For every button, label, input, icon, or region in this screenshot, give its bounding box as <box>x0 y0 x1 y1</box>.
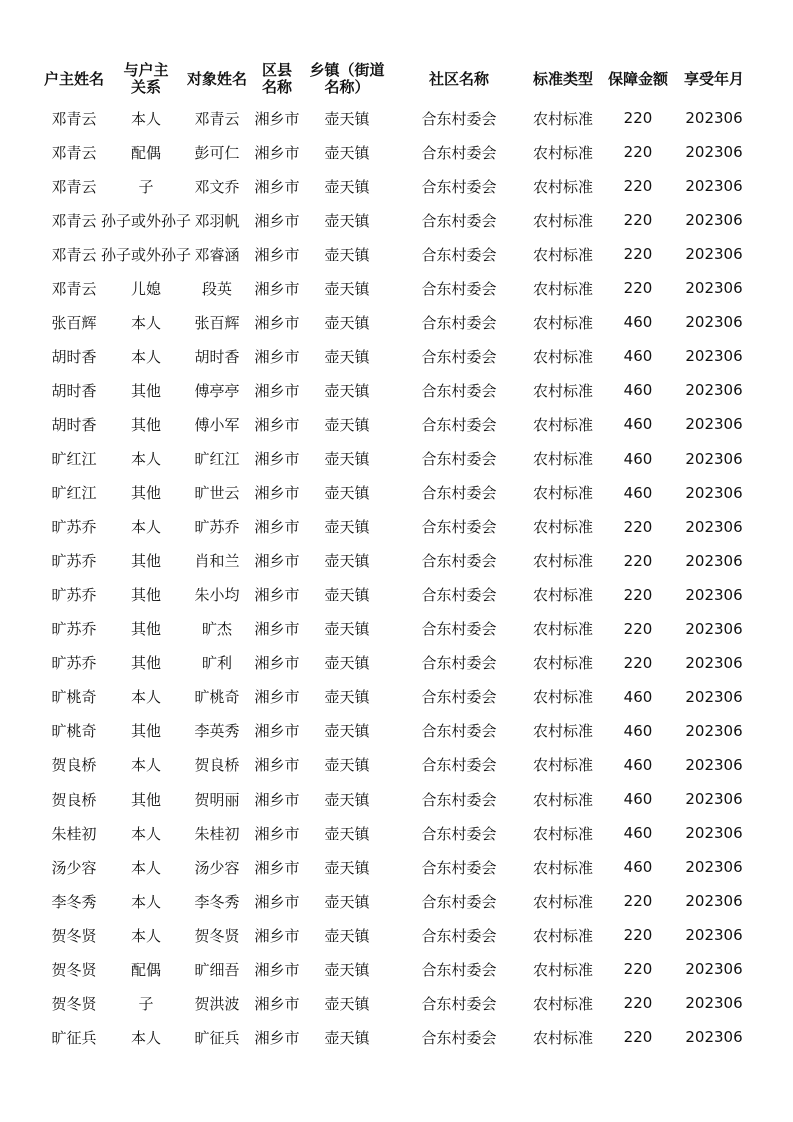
table-row <box>0 544 793 578</box>
cell-township: 壶天镇 <box>324 756 370 775</box>
table-row <box>0 714 793 748</box>
cell-standard-type: 农村标准 <box>532 279 593 298</box>
cell-township: 壶天镇 <box>324 926 370 945</box>
cell-relationship: 儿媳 <box>130 279 161 298</box>
cell-standard-type: 农村标准 <box>532 892 593 911</box>
cell-year-month: 202306 <box>685 619 743 638</box>
cell-county: 湘乡市 <box>254 177 300 196</box>
header-year-month: 享受年月 <box>683 69 744 88</box>
cell-standard-type: 农村标准 <box>532 790 593 809</box>
cell-county: 湘乡市 <box>254 926 300 945</box>
cell-township: 壶天镇 <box>324 484 370 503</box>
cell-township: 壶天镇 <box>324 722 370 741</box>
cell-relationship: 本人 <box>130 450 161 468</box>
cell-amount: 460 <box>623 415 653 434</box>
cell-recipient-name: 李冬秀 <box>194 892 240 911</box>
cell-county: 湘乡市 <box>254 586 300 605</box>
cell-amount: 460 <box>623 790 653 808</box>
cell-county: 湘乡市 <box>254 109 300 128</box>
cell-year-month: 202306 <box>685 415 743 434</box>
cell-amount: 460 <box>623 721 653 740</box>
cell-county: 湘乡市 <box>254 858 300 877</box>
cell-year-month: 202306 <box>685 824 743 843</box>
cell-township: 壶天镇 <box>324 654 370 673</box>
cell-year-month: 202306 <box>685 109 743 127</box>
table-row <box>0 203 793 237</box>
cell-community: 合东村委会 <box>421 756 497 775</box>
cell-amount: 220 <box>623 517 653 536</box>
cell-county: 湘乡市 <box>254 960 300 979</box>
cell-recipient-name: 旷利 <box>201 654 232 673</box>
table-row <box>0 850 793 884</box>
table-row <box>0 510 793 544</box>
cell-standard-type: 农村标准 <box>532 313 593 332</box>
cell-township: 壶天镇 <box>324 960 370 979</box>
cell-household-head: 旷桃奇 <box>51 722 97 741</box>
table-row <box>0 816 793 850</box>
cell-recipient-name: 贺洪波 <box>194 994 240 1013</box>
cell-relationship: 其他 <box>130 722 161 741</box>
cell-county: 湘乡市 <box>254 790 300 809</box>
cell-township: 壶天镇 <box>324 858 370 877</box>
cell-household-head: 贺冬贤 <box>51 994 97 1013</box>
cell-relationship: 配偶 <box>130 143 161 162</box>
cell-relationship: 其他 <box>130 654 161 673</box>
cell-township: 壶天镇 <box>324 994 370 1013</box>
cell-township: 壶天镇 <box>324 415 370 434</box>
cell-amount: 460 <box>623 381 653 400</box>
cell-standard-type: 农村标准 <box>532 177 593 196</box>
cell-relationship: 本人 <box>130 926 161 945</box>
header-recipient-name: 对象姓名 <box>186 69 247 88</box>
cell-community: 合东村委会 <box>421 552 497 571</box>
cell-standard-type: 农村标准 <box>532 143 593 162</box>
cell-amount: 460 <box>623 687 653 706</box>
cell-township: 壶天镇 <box>324 313 370 332</box>
cell-recipient-name: 汤少容 <box>194 858 240 877</box>
cell-year-month: 202306 <box>685 551 743 570</box>
cell-year-month: 202306 <box>685 449 743 468</box>
cell-amount: 460 <box>623 858 653 877</box>
header-household-head: 户主姓名 <box>43 69 104 88</box>
cell-household-head: 旷苏乔 <box>51 620 97 639</box>
cell-community: 合东村委会 <box>421 722 497 741</box>
cell-amount: 220 <box>623 551 653 570</box>
table-row <box>0 986 793 1020</box>
cell-amount: 220 <box>623 143 653 162</box>
table-row <box>0 884 793 918</box>
cell-household-head: 旷苏乔 <box>51 518 97 537</box>
cell-recipient-name: 段英 <box>201 279 232 298</box>
cell-year-month: 202306 <box>685 313 743 332</box>
cell-standard-type: 农村标准 <box>532 381 593 400</box>
cell-township: 壶天镇 <box>324 109 370 128</box>
table-row <box>0 748 793 782</box>
cell-community: 合东村委会 <box>421 347 497 366</box>
cell-recipient-name: 朱桂初 <box>194 824 240 843</box>
cell-household-head: 邓青云 <box>51 109 97 128</box>
table-header <box>0 58 793 100</box>
cell-county: 湘乡市 <box>254 824 300 843</box>
cell-household-head: 邓青云 <box>51 143 97 162</box>
cell-standard-type: 农村标准 <box>532 722 593 741</box>
cell-recipient-name: 肖和兰 <box>194 552 240 571</box>
cell-household-head: 旷红江 <box>51 484 97 503</box>
cell-household-head: 旷苏乔 <box>51 654 97 673</box>
cell-amount: 220 <box>623 585 653 604</box>
cell-relationship: 本人 <box>130 313 161 332</box>
cell-township: 壶天镇 <box>324 518 370 537</box>
cell-standard-type: 农村标准 <box>532 450 593 468</box>
cell-relationship: 其他 <box>130 381 161 400</box>
table-row <box>0 305 793 339</box>
cell-household-head: 贺良桥 <box>51 756 97 775</box>
cell-relationship: 其他 <box>130 586 161 605</box>
cell-community: 合东村委会 <box>421 858 497 877</box>
cell-recipient-name: 旷征兵 <box>194 1028 240 1047</box>
cell-county: 湘乡市 <box>254 756 300 775</box>
cell-recipient-name: 朱小均 <box>194 586 240 605</box>
cell-community: 合东村委会 <box>421 143 497 162</box>
cell-recipient-name: 旷细吾 <box>194 960 240 979</box>
cell-township: 壶天镇 <box>324 552 370 571</box>
cell-household-head: 贺冬贤 <box>51 960 97 979</box>
cell-county: 湘乡市 <box>254 654 300 673</box>
cell-county: 湘乡市 <box>254 347 300 366</box>
cell-standard-type: 农村标准 <box>532 1028 593 1047</box>
cell-relationship: 本人 <box>130 824 161 843</box>
cell-county: 湘乡市 <box>254 484 300 503</box>
cell-amount: 220 <box>623 653 653 672</box>
table-row <box>0 169 793 203</box>
cell-household-head: 邓青云 <box>51 245 97 264</box>
cell-community: 合东村委会 <box>421 586 497 605</box>
cell-recipient-name: 旷杰 <box>201 620 232 639</box>
cell-year-month: 202306 <box>685 585 743 604</box>
cell-amount: 460 <box>623 347 653 366</box>
cell-standard-type: 农村标准 <box>532 245 593 264</box>
header-community: 社区名称 <box>428 69 489 88</box>
table-row <box>0 442 793 476</box>
table-row <box>0 339 793 373</box>
table-row <box>0 680 793 714</box>
cell-recipient-name: 傅亭亭 <box>194 381 240 400</box>
cell-household-head: 胡时香 <box>51 347 97 366</box>
table-row <box>0 646 793 680</box>
cell-township: 壶天镇 <box>324 279 370 298</box>
cell-household-head: 贺良桥 <box>51 790 97 809</box>
cell-year-month: 202306 <box>685 858 743 877</box>
cell-county: 湘乡市 <box>254 892 300 911</box>
cell-recipient-name: 邓文乔 <box>194 177 240 196</box>
table-row <box>0 952 793 986</box>
cell-relationship: 子 <box>138 177 154 196</box>
cell-recipient-name: 彭可仁 <box>194 143 240 162</box>
table-row <box>0 578 793 612</box>
table-row <box>0 476 793 510</box>
cell-community: 合东村委会 <box>421 654 497 673</box>
cell-relationship: 子 <box>138 994 154 1013</box>
cell-amount: 460 <box>623 449 653 468</box>
cell-township: 壶天镇 <box>324 620 370 639</box>
cell-year-month: 202306 <box>685 960 743 979</box>
cell-relationship: 本人 <box>130 109 161 128</box>
cell-recipient-name: 旷桃奇 <box>194 688 240 707</box>
cell-recipient-name: 旷苏乔 <box>194 518 240 537</box>
cell-year-month: 202306 <box>685 790 743 808</box>
cell-year-month: 202306 <box>685 653 743 672</box>
cell-county: 湘乡市 <box>254 143 300 162</box>
cell-relationship: 本人 <box>130 347 161 366</box>
cell-relationship: 本人 <box>130 1028 161 1047</box>
cell-amount: 220 <box>623 177 653 196</box>
cell-year-month: 202306 <box>685 687 743 706</box>
cell-recipient-name: 贺冬贤 <box>194 926 240 945</box>
cell-community: 合东村委会 <box>421 994 497 1013</box>
cell-county: 湘乡市 <box>254 381 300 400</box>
cell-standard-type: 农村标准 <box>532 756 593 775</box>
cell-year-month: 202306 <box>685 892 743 911</box>
cell-recipient-name: 邓羽帆 <box>194 211 240 230</box>
cell-township: 壶天镇 <box>324 347 370 366</box>
cell-community: 合东村委会 <box>421 313 497 332</box>
cell-township: 壶天镇 <box>324 790 370 809</box>
cell-township: 壶天镇 <box>324 211 370 230</box>
header-amount: 保障金额 <box>607 69 668 88</box>
cell-community: 合东村委会 <box>421 518 497 537</box>
cell-community: 合东村委会 <box>421 279 497 298</box>
cell-relationship: 其他 <box>130 415 161 434</box>
cell-recipient-name: 旷红江 <box>194 450 240 468</box>
cell-amount: 220 <box>623 109 653 127</box>
cell-household-head: 旷苏乔 <box>51 552 97 571</box>
cell-standard-type: 农村标准 <box>532 926 593 945</box>
cell-recipient-name: 傅小军 <box>194 415 240 434</box>
cell-community: 合东村委会 <box>421 620 497 639</box>
cell-household-head: 旷苏乔 <box>51 586 97 605</box>
cell-township: 壶天镇 <box>324 1028 370 1047</box>
cell-amount: 220 <box>623 892 653 911</box>
cell-household-head: 邓青云 <box>51 211 97 230</box>
cell-community: 合东村委会 <box>421 926 497 945</box>
cell-county: 湘乡市 <box>254 722 300 741</box>
cell-amount: 220 <box>623 960 653 979</box>
cell-community: 合东村委会 <box>421 450 497 468</box>
cell-community: 合东村委会 <box>421 381 497 400</box>
cell-household-head: 李冬秀 <box>51 892 97 911</box>
cell-recipient-name: 胡时香 <box>194 347 240 366</box>
cell-relationship: 其他 <box>130 790 161 809</box>
cell-amount: 460 <box>623 313 653 332</box>
cell-amount: 220 <box>623 926 653 945</box>
cell-amount: 460 <box>623 483 653 502</box>
cell-household-head: 贺冬贤 <box>51 926 97 945</box>
cell-county: 湘乡市 <box>254 1028 300 1047</box>
cell-relationship: 其他 <box>130 484 161 503</box>
cell-household-head: 胡时香 <box>51 381 97 400</box>
cell-year-month: 202306 <box>685 279 743 298</box>
cell-community: 合东村委会 <box>421 177 497 196</box>
cell-amount: 220 <box>623 1028 653 1047</box>
cell-year-month: 202306 <box>685 994 743 1013</box>
cell-community: 合东村委会 <box>421 245 497 264</box>
cell-relationship: 配偶 <box>130 960 161 979</box>
cell-standard-type: 农村标准 <box>532 518 593 537</box>
cell-standard-type: 农村标准 <box>532 654 593 673</box>
table-row <box>0 612 793 646</box>
table-row <box>0 407 793 441</box>
cell-county: 湘乡市 <box>254 415 300 434</box>
header-relationship: 与户主 关系 <box>123 61 169 96</box>
cell-year-month: 202306 <box>685 483 743 502</box>
header-standard-type: 标准类型 <box>532 69 593 88</box>
cell-year-month: 202306 <box>685 245 743 264</box>
cell-community: 合东村委会 <box>421 688 497 707</box>
cell-household-head: 旷红江 <box>51 450 97 468</box>
cell-township: 壶天镇 <box>324 245 370 264</box>
cell-year-month: 202306 <box>685 143 743 162</box>
cell-community: 合东村委会 <box>421 824 497 843</box>
cell-household-head: 汤少容 <box>51 858 97 877</box>
cell-household-head: 旷桃奇 <box>51 688 97 707</box>
cell-county: 湘乡市 <box>254 552 300 571</box>
cell-year-month: 202306 <box>685 721 743 740</box>
cell-household-head: 邓青云 <box>51 177 97 196</box>
cell-township: 壶天镇 <box>324 381 370 400</box>
table-row <box>0 237 793 271</box>
cell-community: 合东村委会 <box>421 211 497 230</box>
cell-amount: 460 <box>623 755 653 774</box>
table-row <box>0 782 793 816</box>
cell-standard-type: 农村标准 <box>532 109 593 128</box>
cell-township: 壶天镇 <box>324 143 370 162</box>
cell-community: 合东村委会 <box>421 109 497 128</box>
cell-recipient-name: 邓睿涵 <box>194 245 240 264</box>
cell-household-head: 张百辉 <box>51 313 97 332</box>
cell-standard-type: 农村标准 <box>532 415 593 434</box>
cell-year-month: 202306 <box>685 347 743 366</box>
cell-relationship: 本人 <box>130 688 161 707</box>
cell-community: 合东村委会 <box>421 892 497 911</box>
cell-standard-type: 农村标准 <box>532 688 593 707</box>
cell-county: 湘乡市 <box>254 688 300 707</box>
cell-county: 湘乡市 <box>254 279 300 298</box>
cell-standard-type: 农村标准 <box>532 824 593 843</box>
cell-county: 湘乡市 <box>254 620 300 639</box>
cell-recipient-name: 张百辉 <box>194 313 240 332</box>
cell-relationship: 本人 <box>130 756 161 775</box>
cell-standard-type: 农村标准 <box>532 960 593 979</box>
cell-amount: 460 <box>623 824 653 843</box>
cell-recipient-name: 李英秀 <box>194 722 240 741</box>
cell-household-head: 胡时香 <box>51 415 97 434</box>
cell-standard-type: 农村标准 <box>532 484 593 503</box>
cell-year-month: 202306 <box>685 211 743 230</box>
cell-township: 壶天镇 <box>324 892 370 911</box>
cell-township: 壶天镇 <box>324 688 370 707</box>
cell-recipient-name: 邓青云 <box>194 109 240 128</box>
cell-county: 湘乡市 <box>254 245 300 264</box>
cell-standard-type: 农村标准 <box>532 620 593 639</box>
cell-household-head: 朱桂初 <box>51 824 97 843</box>
table-row <box>0 101 793 135</box>
cell-year-month: 202306 <box>685 517 743 536</box>
cell-standard-type: 农村标准 <box>532 211 593 230</box>
cell-relationship: 本人 <box>130 892 161 911</box>
cell-relationship: 本人 <box>130 858 161 877</box>
cell-standard-type: 农村标准 <box>532 858 593 877</box>
cell-recipient-name: 贺明丽 <box>194 790 240 809</box>
cell-amount: 220 <box>623 211 653 230</box>
cell-year-month: 202306 <box>685 1028 743 1047</box>
cell-year-month: 202306 <box>685 926 743 945</box>
cell-year-month: 202306 <box>685 755 743 774</box>
table-row <box>0 918 793 952</box>
cell-amount: 220 <box>623 619 653 638</box>
cell-household-head: 旷征兵 <box>51 1028 97 1047</box>
cell-county: 湘乡市 <box>254 211 300 230</box>
cell-township: 壶天镇 <box>324 177 370 196</box>
header-township: 乡镇（街道 名称） <box>309 61 385 96</box>
table-row <box>0 135 793 169</box>
cell-township: 壶天镇 <box>324 586 370 605</box>
table-row <box>0 373 793 407</box>
header-county: 区县 名称 <box>261 61 292 96</box>
cell-relationship: 孙子或外孙子 <box>101 245 192 264</box>
cell-year-month: 202306 <box>685 381 743 400</box>
cell-community: 合东村委会 <box>421 790 497 809</box>
cell-standard-type: 农村标准 <box>532 347 593 366</box>
cell-amount: 220 <box>623 279 653 298</box>
cell-community: 合东村委会 <box>421 484 497 503</box>
cell-household-head: 邓青云 <box>51 279 97 298</box>
cell-community: 合东村委会 <box>421 960 497 979</box>
table-row <box>0 271 793 305</box>
cell-county: 湘乡市 <box>254 450 300 468</box>
cell-recipient-name: 贺良桥 <box>194 756 240 775</box>
cell-relationship: 孙子或外孙子 <box>101 211 192 230</box>
cell-county: 湘乡市 <box>254 994 300 1013</box>
cell-county: 湘乡市 <box>254 518 300 537</box>
cell-township: 壶天镇 <box>324 450 370 468</box>
cell-amount: 220 <box>623 245 653 264</box>
cell-relationship: 其他 <box>130 620 161 639</box>
cell-standard-type: 农村标准 <box>532 994 593 1013</box>
cell-standard-type: 农村标准 <box>532 586 593 605</box>
cell-county: 湘乡市 <box>254 313 300 332</box>
cell-standard-type: 农村标准 <box>532 552 593 571</box>
cell-community: 合东村委会 <box>421 415 497 434</box>
cell-recipient-name: 旷世云 <box>194 484 240 503</box>
cell-year-month: 202306 <box>685 177 743 196</box>
cell-amount: 220 <box>623 994 653 1013</box>
cell-township: 壶天镇 <box>324 824 370 843</box>
cell-relationship: 其他 <box>130 552 161 571</box>
cell-community: 合东村委会 <box>421 1028 497 1047</box>
cell-relationship: 本人 <box>130 518 161 537</box>
table-row <box>0 1020 793 1054</box>
